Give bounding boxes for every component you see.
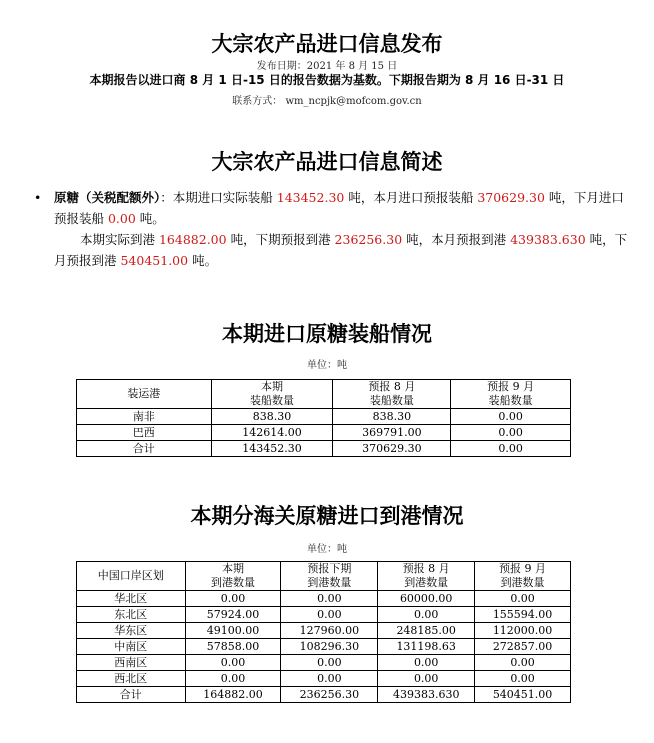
table-row [77, 591, 571, 607]
table-cell: 西北区 [77, 671, 186, 687]
table-cell: 369791.00 [333, 425, 451, 441]
table-total-row [77, 687, 571, 703]
table-cell: 0.00 [185, 671, 281, 687]
forecast-next-month-arrival: 540451.00 [120, 253, 189, 268]
table-cell: 127960.00 [281, 623, 378, 639]
product-name: 原糖（关税配额外） [54, 190, 161, 205]
table-cell: 0.00 [281, 591, 378, 607]
forecast-next-month-shipping: 0.00 [107, 211, 136, 226]
column-header: 预报 9 月 装船数量 [451, 380, 571, 409]
table-header-row [77, 380, 571, 409]
table-cell: 0.00 [451, 409, 571, 425]
table-cell: 57858.00 [185, 639, 281, 655]
table-header-row [77, 562, 571, 591]
table-cell: 248185.00 [378, 623, 475, 639]
table-cell: 南非 [77, 409, 212, 425]
table-cell: 108296.30 [281, 639, 378, 655]
shipped-this-period: 143452.30 [276, 190, 345, 205]
table-cell: 0.00 [185, 591, 281, 607]
table-cell: 60000.00 [378, 591, 475, 607]
table-cell: 西南区 [77, 655, 186, 671]
summary-title: 大宗农产品进口信息简述 [211, 150, 443, 174]
table-cell: 0.00 [281, 671, 378, 687]
summary-text: 吨，下月进口预报装船 [54, 190, 624, 226]
table-cell: 439383.630 [378, 687, 475, 703]
summary-text: 吨，下期预报到港 [226, 232, 335, 247]
table-total-row [77, 441, 571, 457]
table-cell: 57924.00 [185, 607, 281, 623]
table-cell: 华北区 [77, 591, 186, 607]
summary-text: 吨，本月进口预报装船 [344, 190, 478, 205]
table-cell: 0.00 [185, 655, 281, 671]
table-cell: 0.00 [378, 655, 475, 671]
table-cell: 0.00 [378, 671, 475, 687]
summary-text: 吨。 [135, 211, 165, 226]
table-cell: 155594.00 [475, 607, 571, 623]
table-cell: 0.00 [451, 441, 571, 457]
table-cell: 143452.30 [211, 441, 333, 457]
table-row [77, 607, 571, 623]
summary-text: 吨，本月预报到港 [402, 232, 511, 247]
table-cell: 370629.30 [333, 441, 451, 457]
table-cell: 540451.00 [475, 687, 571, 703]
table-row [77, 409, 571, 425]
summary-text: 本期实际到港 [80, 232, 159, 247]
table-cell: 0.00 [475, 591, 571, 607]
forecast-next-period-arrival: 236256.30 [334, 232, 403, 247]
table-cell: 0.00 [451, 425, 571, 441]
table-cell: 131198.63 [378, 639, 475, 655]
table-cell: 合计 [77, 441, 212, 457]
table-cell: 0.00 [475, 671, 571, 687]
bullet-icon: • [34, 190, 42, 205]
table-row [77, 425, 571, 441]
forecast-this-month-shipping: 370629.30 [477, 190, 545, 205]
shipping-table-unit: 单位：吨 [307, 360, 347, 371]
page-title: 大宗农产品进口信息发布 [211, 32, 443, 56]
column-header: 预报下期 到港数量 [281, 562, 378, 591]
table-cell: 华东区 [77, 623, 186, 639]
table-row [77, 639, 571, 655]
shipping-table [76, 379, 571, 457]
table-cell: 中南区 [77, 639, 186, 655]
contact-info: 联系方式： wm_ncpjk@mofcom.gov.cn [232, 96, 422, 107]
shipping-table-title: 本期进口原糖装船情况 [222, 322, 432, 346]
table-cell: 0.00 [281, 655, 378, 671]
arrival-table-unit: 单位：吨 [307, 544, 347, 555]
table-cell: 164882.00 [185, 687, 281, 703]
forecast-this-month-arrival: 439383.630 [510, 232, 586, 247]
arrived-this-period: 164882.00 [158, 232, 227, 247]
column-header: 预报 9 月 到港数量 [475, 562, 571, 591]
table-row [77, 623, 571, 639]
column-header: 中国口岸区划 [77, 562, 186, 591]
publish-date: 发布日期：2021 年 8 月 15 日 [256, 61, 398, 72]
table-cell: 838.30 [211, 409, 333, 425]
table-row [77, 655, 571, 671]
table-cell: 272857.00 [475, 639, 571, 655]
table-cell: 0.00 [475, 655, 571, 671]
report-period-notice: 本期报告以进口商 8 月 1 日-15 日的报告数据为基数。下期报告期为 8 月 16 日-31 日 [89, 73, 565, 87]
summary-text: ：本期进口实际装船 [160, 190, 277, 205]
table-cell: 112000.00 [475, 623, 571, 639]
table-row [77, 671, 571, 687]
arrival-table [76, 561, 571, 703]
summary-text: 吨。 [188, 253, 218, 268]
column-header: 本期 装船数量 [211, 380, 333, 409]
column-header: 本期 到港数量 [185, 562, 281, 591]
table-cell: 巴西 [77, 425, 212, 441]
table-cell: 142614.00 [211, 425, 333, 441]
table-cell: 0.00 [378, 607, 475, 623]
column-header: 预报 8 月 到港数量 [378, 562, 475, 591]
table-cell: 0.00 [281, 607, 378, 623]
column-header: 预报 8 月 装船数量 [333, 380, 451, 409]
table-cell: 49100.00 [185, 623, 281, 639]
table-cell: 合计 [77, 687, 186, 703]
column-header: 装运港 [77, 380, 212, 409]
table-cell: 东北区 [77, 607, 186, 623]
summary-text: 吨，下月预报到港 [54, 232, 628, 268]
summary-paragraph-2 [54, 229, 634, 271]
summary-block [34, 187, 634, 271]
arrival-table-title: 本期分海关原糖进口到港情况 [190, 504, 464, 528]
table-cell: 236256.30 [281, 687, 378, 703]
summary-paragraph-1 [54, 187, 634, 229]
table-cell: 838.30 [333, 409, 451, 425]
